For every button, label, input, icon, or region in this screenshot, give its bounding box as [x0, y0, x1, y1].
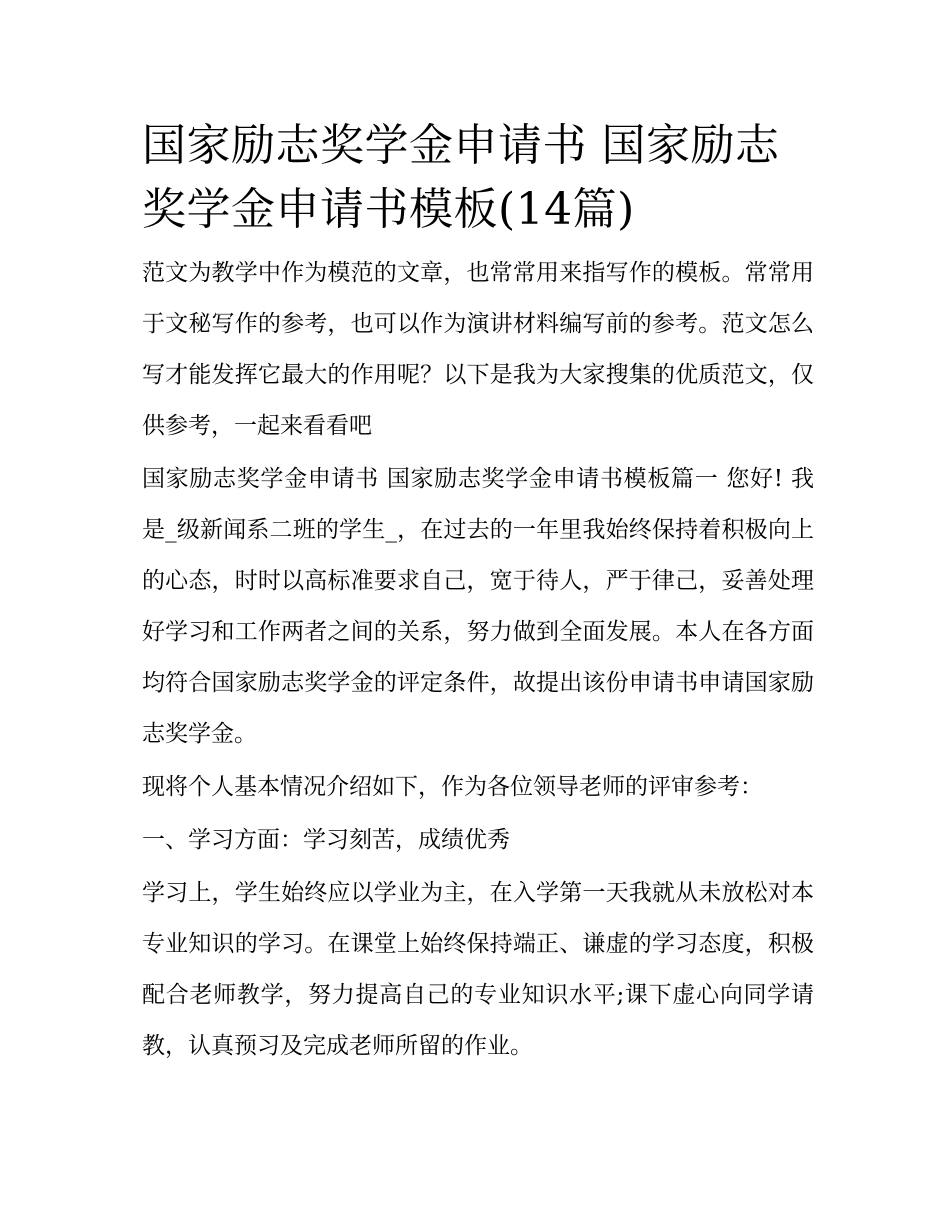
section-heading: 一、学习方面：学习刻苦，成绩优秀: [142, 827, 510, 853]
study-paragraph: 学习上，学生始终应以学业为主，在入学第一天我就从未放松对本专业知识的学习。在课堂上始终保持端正、谦虚的学习态度，积极配合老师教学，努力提高自己的专业知识水平;课下虚心向同学请教，认真预习及完成老师所留的作业。: [142, 880, 814, 1059]
intro-paragraph: 范文为教学中作为模范的文章，也常常用来指写作的模板。常常用于文秘写作的参考，也可以作为演讲材料编写前的参考。范文怎么写才能发挥它最大的作用呢？以下是我为大家搜集的优质范文，仅供参考，一起来看看吧: [142, 260, 814, 439]
application-paragraph: 国家励志奖学金申请书 国家励志奖学金申请书模板篇一 您好! 我是_级新闻系二班的学生_，在过去的一年里我始终保持着积极向上的心态，时时以高标准要求自己，宽于待人，严于律己，妥善处理好学习和工作两者之间的关系，努力做到全面发展。本人在各方面均符合国家励志奖学金的评定条件，故提出该份申请书申请国家励志奖学金。: [142, 466, 814, 747]
document-content: [142, 114, 814, 1074]
document-title: 国家励志奖学金申请书 国家励志奖学金申请书模板(14篇): [142, 120, 780, 235]
introduction-statement: 现将个人基本情况介绍如下，作为各位领导老师的评审参考：: [142, 774, 763, 800]
